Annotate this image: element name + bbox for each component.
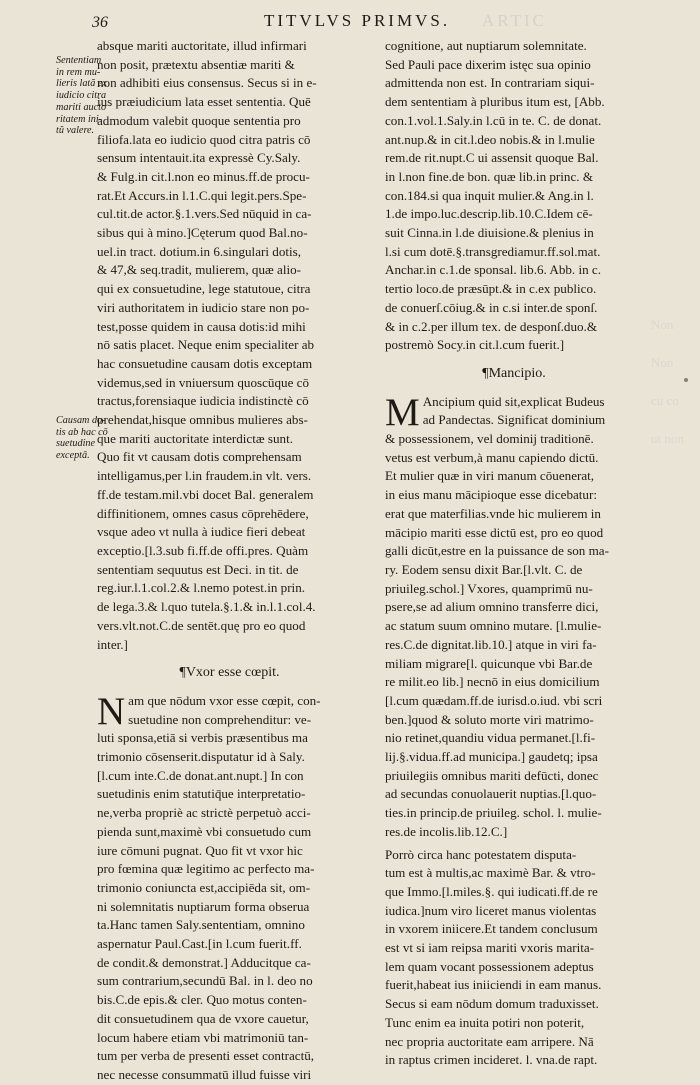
text-line: non posit, prætextu absentiæ mariti & [97,56,295,72]
text-line: tum est à multis,ac maximè Bar. & vtro- [385,865,596,881]
text-line: Ancipium quid sit,explicat Budeus [422,393,605,409]
text-line: cul.tit.de actor.§.1.vers.Sed nūquid in ca- [97,206,312,222]
text-line: reg.iur.l.1.col.2.& l.nemo potest.in prin. [97,580,306,596]
margin-note-1 [56,55,107,137]
text-line: nō satis placet. Neque enim specialiter ab [97,337,315,353]
text-line: Porrò circa hanc potestatem disputa- [385,846,577,862]
paragraph [97,689,362,1085]
bleed-through-title: ARTIC [482,11,547,30]
text-line: ad Pandectas. Significat dominium [422,412,606,428]
margin-note-line: iudicio citra [56,90,107,102]
paragraph [385,37,643,355]
margin-note-line: exceptā. [56,450,90,462]
text-line: ff.de testam.mil.vbi docet Bal. generalem [97,486,314,502]
text-line: tertio loco.de præsūpt.& in c.ex publico. [385,281,597,297]
text-line: suetudinis enim statutiq̄ue interpretatio- [97,786,306,802]
text-line: bis.C.de epis.& cler. Quo motus conten- [97,992,307,1008]
paragraph [97,37,362,654]
text-line: & 47,& seq.tradit, mulierem, quæ alio- [97,262,302,278]
text-line: non adhibiti eius consensus. Secus si in e- [97,75,317,91]
text-line: suetudine non comprehenditur: ve- [128,711,312,727]
text-line: pro fœmina quæ legitimo ac perfecto ma- [97,861,315,877]
text-line: in l.non fine.de bon. quæ lib.in princ. & [385,168,594,184]
text-line: vsque adeo vt nulla à iudice fieri debeat [97,524,306,540]
text-line: suit Cinna.in l.de diuisione.& plenius in [385,225,594,241]
paragraph [385,846,643,1070]
text-line: lij.§.vidua.ff.ad municipa.] gaudetq; ipsa [385,749,598,765]
text-line: aspernatur Paul.Cast.[in l.cum fuerit.ff. [97,936,302,952]
text-line: ry. Eodem sensu dixit Bar.[l.vlt. C. de [385,561,583,577]
text-line: [l.cum quædam.ff.de iurisd.o.iud. vbi scri [385,692,603,708]
text-line: ta.Hanc tamen Saly.sententiam, omnino [97,917,305,933]
text-line: lem quam vocant possessionem adeptus [385,958,594,974]
text-line: hac consuetudine causam dotis exceptam [97,355,313,371]
text-line: ties.in princip.de priuileg. schol. l. mulie- [385,805,602,821]
text-line: Tunc enim ea inuita potiri non poterit, [385,1014,585,1030]
section-heading-mancipio: ¶Mancipio. [482,365,546,381]
text-line: Anchar.in c.1.de sponsal. lib.6. Abb. in c. [385,262,602,278]
text-line: in eius manu mācipioque esse dicebatur: [385,487,597,503]
section-heading-uxor: ¶Vxor esse cœpit. [179,665,280,681]
text-line: de lega.3.& l.quo tutela.§.1.& in.l.1.col.4. [97,599,316,615]
margin-note-line: ritatem ini- [56,113,103,125]
text-line: test,posse quidem in causa dotis:id mihi [97,318,306,334]
bleed-through-text: Non [651,317,674,332]
bleed-through-text: ut non [651,431,684,446]
drop-cap: M [385,390,420,434]
text-line: res.C.de dignitat.lib.10.] atque in viri fa- [385,636,597,652]
text-line: ius præiudicium lata esset sententia. Quē [97,94,311,110]
left-column [97,37,362,1085]
text-line: vers.vlt.not.C.de sentēt.quę pro eo quod [97,617,306,633]
text-line: ben.]quod & soluto morte viri matrimo- [385,711,594,727]
text-line: postremò Socy.in cit.l.cum fuerit.] [385,337,565,353]
text-line: absque mariti auctoritate, illud infirmari [97,38,307,53]
margin-note-line: suetudine [56,438,96,450]
bleed-through-text: Non [651,355,674,370]
text-line: rat.Et Accurs.in l.1.C.qui legit.pers.Spe- [97,187,307,203]
text-line: trimonio cōsenserit.disputatur id à Saly. [97,749,305,765]
text-line: filiofa.lata eo iudicio quod citra patris cō [97,131,311,147]
text-line: con.1.vol.1.Saly.in l.cū in te. C. de donat. [385,112,602,128]
text-line: trimonio coniuncta est,accipiēda sit, om- [97,879,311,895]
text-line: l.si cum dotē.§.transgrediamur.ff.sol.mat. [385,243,601,259]
text-line: uel.in tract. dotium.in 6.singulari dotis, [97,243,302,259]
margin-note-line: tis ab hac cō [56,426,108,438]
text-line: de conuerſ.cōiug.& in c.si inter.de sponſ. [385,299,598,315]
text-line: miliam migrare[l. quicunque vbi Bar.de [385,655,593,671]
text-line: que mariti auctoritate interdictæ sunt. [97,430,293,446]
text-line: Et mulier quæ in viri manum cōuenerat, [385,468,595,484]
text-line: locum habere etiam vbi matrimoniū tan- [97,1029,309,1045]
text-line: cognitione, aut nuptiarum solemnitate. [385,38,587,53]
text-line: re milit.eo lib.] necnō in eius domicilium [385,674,600,690]
text-line: exceptio.[l.3.sub fi.ff.de offi.pres. Quàm [97,542,309,558]
text-line: prehendat,hisque omnibus mulieres abs- [97,412,308,428]
running-title: TITVLVS PRIMVS. [264,11,451,30]
text-line: nec propria auctoritate eam arripere. Nā [385,1033,594,1049]
text-line: res.de incolis.lib.12.C.] [385,823,508,839]
text-line: fuerit,habeat ius iniiciendi in eam manus. [385,977,602,993]
paragraph [385,390,643,842]
text-line: diffinitionem, omnes casus cōprehēdere, [97,505,309,521]
text-line: psere,se ad alium omnino transferre dici, [385,599,599,615]
text-line: am que nōdum vxor esse cœpit, con- [128,692,321,708]
right-column [385,37,643,1070]
text-line: qui ex consuetudine, lege statutoue, citra [97,281,311,297]
text-line: pienda sunt,maximè vbi consuetudo cum [97,823,312,839]
text-line: de condit.& demonstrat.] Adducitque ca- [97,954,311,970]
text-line: & Fulg.in cit.l.non eo minus.ff.de procu- [97,168,310,184]
text-line: tractus,forensiaque iudicia indistinctè cō [97,393,309,409]
text-line: mācipio mariti esse dictū est, pro eo quod [385,524,604,540]
text-line: iudica.]num viro liceret manus violentas [385,902,597,918]
text-line: iure cōmuni pugnat. Quo fit vt vxor hic [97,842,303,858]
margin-note-line: Causam do- [56,415,106,426]
text-line: luti sponsa,etiā si verbis præsentibus ma [97,730,308,746]
margin-note-line: lieris lată ex [56,78,107,90]
text-line: dit consuetudinem qua de vxore cauetur, [97,1010,309,1026]
text-line: ne,verba propriè ac strictè perpetuò acci- [97,805,311,821]
ink-spot [684,378,688,382]
text-line: sententiam sequutus est Deci. in tit. de [97,561,299,577]
text-line: intelligamus,per l.in fraudem.in vlt. vers. [97,468,312,484]
text-line: Sed Pauli pace dixerim istęc sua opinio [385,56,591,72]
text-line: in vxorem iniicere.Et tandem conclusum [385,921,598,937]
text-line: Secus si eam nōdum domum traduxisset. [385,996,599,1012]
text-line: con.184.si qua inquit mulier.& Ang.in l. [385,187,594,203]
text-line: ac statum suum omnino mutare. [l.mulie- [385,618,602,634]
text-line: ad secundas conuolauerit nuptias.[l.quo- [385,786,597,802]
margin-note-line: Sententiam [56,55,102,66]
text-line: galli dicūt,estre en la puissance de son ma- [385,543,609,559]
text-line: vetus est verbum,à manu capiendo dictū. [385,449,599,465]
margin-note-line: in rem mu- [56,66,101,78]
text-line: est vt si iam reipsa mariti vxoris marita- [385,940,595,956]
text-line: nec necesse consummatū illud fuisse viri [97,1066,312,1082]
text-line: que Immo.[l.miles.§. qui iudicati.ff.de re [385,883,598,899]
text-line: & possessionem, vel dominij traditionē. [385,431,594,447]
text-line: 1.de impo.luc.descrip.lib.10.C.Idem cē- [385,206,593,222]
text-line: priuileg.schol.] Vxores, quamprimū nu- [385,580,593,596]
text-line: viri authoritatem in iudicio stare non po- [97,299,310,315]
text-line: rem.de rit.nupt.C ui assensit quoque Bal. [385,150,599,166]
text-line: [l.cum inte.C.de donat.ant.nupt.] In con [97,767,304,783]
drop-cap: N [97,689,126,733]
text-line: & in c.2.per illum tex. de desponſ.duo.& [385,318,598,334]
text-line: admodum valebit quoque sententia pro [97,112,301,128]
text-line: dem sententiam à pluribus itum est, [Abb. [385,94,605,110]
margin-note-2 [56,415,108,462]
text-line: priuilegiis omnibus mariti defūcti, donec [385,767,599,783]
text-line: tum per verba de presenti esset contractū, [97,1048,315,1064]
bleed-through-text: cu co [651,393,679,408]
margin-note-line: mariti aucto [56,101,107,113]
text-line: videmus,sed in vniuersum quoscūque cō [97,374,310,390]
text-line: nio retinet,quandiu vidua permanet.[l.fi- [385,730,596,746]
text-line: sibus qui à mino.]Cęterum quod Bal.no- [97,225,308,241]
text-line: ant.nup.& in cit.l.deo nobis.& in l.mulie [385,131,595,147]
text-line: ni solemnitatis nuptiarum forma obserua [97,898,310,914]
text-line: sum contrarium,secundū Bal. in l. deo no [97,973,313,989]
margin-note-line: tŭ valere. [56,125,95,137]
text-line: sensum intentauit.ita expressè Cy.Saly. [97,150,301,166]
text-line: inter.] [97,636,128,652]
page-number: 36 [92,14,108,31]
text-line: erat que materfilias.vnde hic mulierem in [385,505,601,521]
text-line: in raptus crimen incideret. l. vna.de rapt. [385,1052,598,1068]
text-line: Quo fit vt causam dotis comprehensam [97,449,302,465]
text-line: admittenda non est. In contrariam siqui- [385,75,595,91]
